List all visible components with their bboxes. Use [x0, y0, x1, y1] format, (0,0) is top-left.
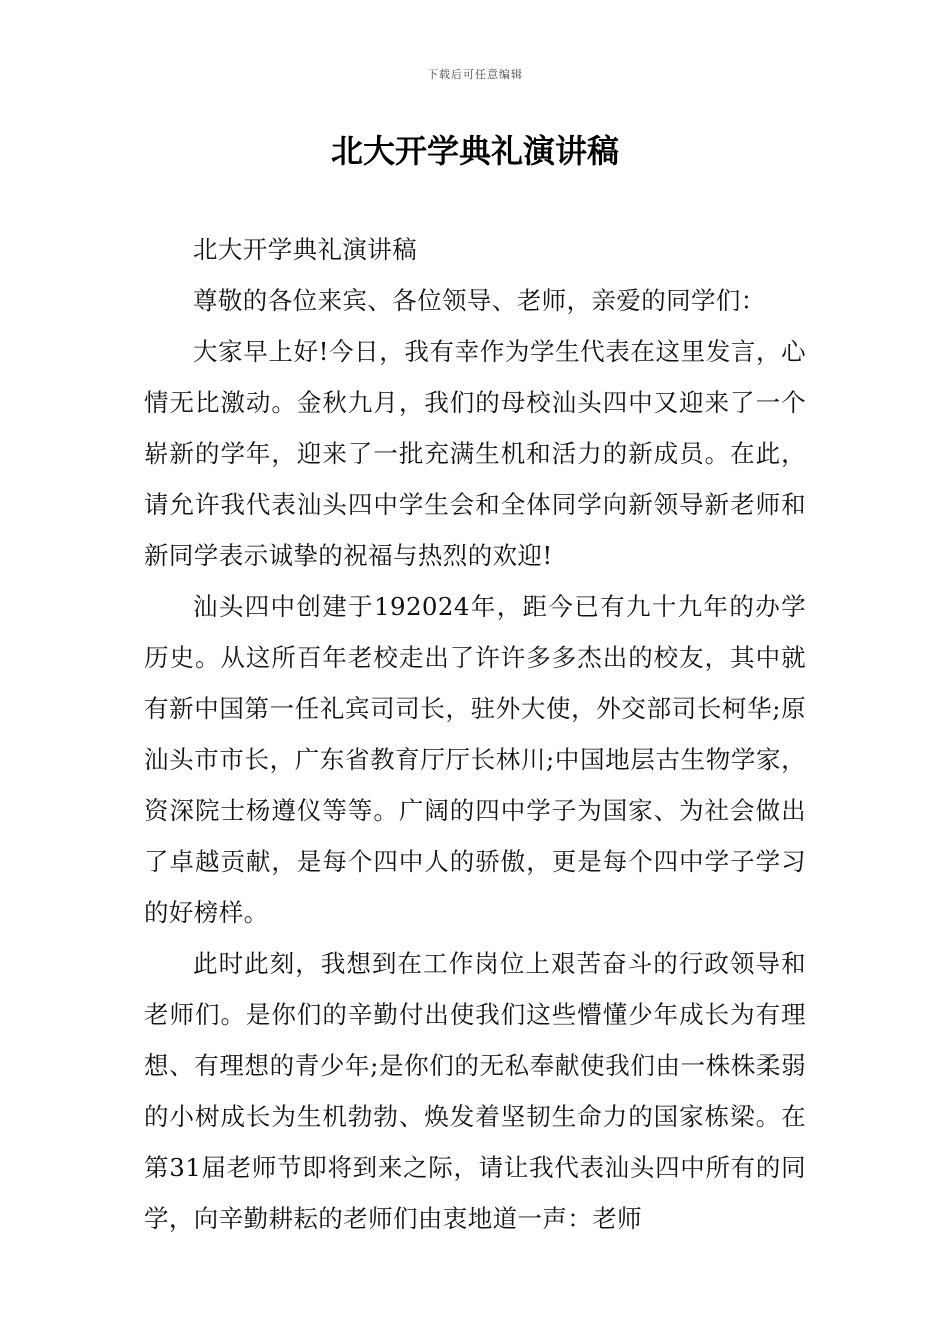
paragraph-school-history: 汕头四中创建于192024年，距今已有九十九年的办学历史。从这所百年老校走出了许许多多杰出的校友，其中就有新中国第一任礼宾司司长，驻外大使，外交部司长柯华;原汕头市市长，广东省教育厅厅长林川;中国地层古生物学家，资深院士杨遵仪等等。广阔的四中学子为国家、为社会做出了卓越贡献，是每个四中人的骄傲，更是每个四中学子学习的好榜样。 — [144, 592, 806, 927]
document-title: 北大开学典礼演讲稿 — [330, 132, 619, 170]
paragraph-repeated-title: 北大开学典礼演讲稿 — [193, 235, 418, 264]
paragraph-opening: 大家早上好!今日，我有幸作为学生代表在这里发言，心情无比激动。金秋九月，我们的母校汕头四中又迎来了一个崭新的学年，迎来了一批充满生机和活力的新成员。在此，请允许我代表汕头四中学生会和全体同学向新领导新老师和新同学表示诚挚的祝福与热烈的欢迎! — [144, 337, 806, 570]
header-note: 下载后可任意编辑 — [427, 68, 523, 81]
paragraph-teachers-thanks: 此时此刻，我想到在工作岗位上艰苦奋斗的行政领导和老师们。是你们的辛勤付出使我们这些懵懂少年成长为有理想、有理想的青少年;是你们的无私奉献使我们由一株株柔弱的小树成长为生机勃勃、焕发着坚韧生命力的国家栋梁。在第31届老师节即将到来之际，请让我代表汕头四中所有的同学，向辛勤耕耘的老师们由衷地道一声：老师 — [144, 949, 806, 1233]
paragraph-greeting: 尊敬的各位来宾、各位领导、老师，亲爱的同学们： — [193, 286, 766, 315]
document-body — [144, 224, 806, 1244]
